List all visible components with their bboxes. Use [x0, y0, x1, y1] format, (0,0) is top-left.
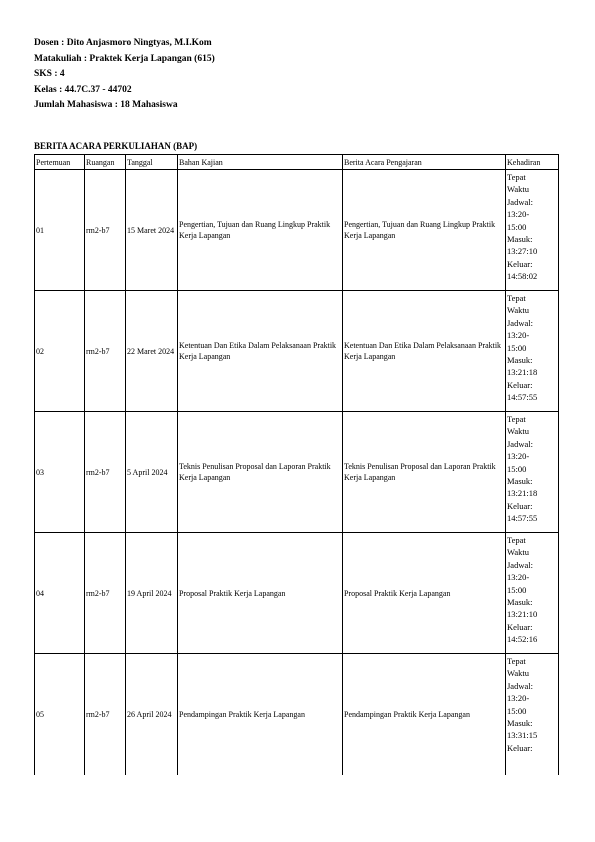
pertemuan-cell: 01 — [35, 170, 85, 291]
tanggal-cell: 26 April 2024 — [126, 654, 178, 775]
ruangan-cell: rm2-b7 — [85, 170, 126, 291]
col-header-pertemuan: Pertemuan — [35, 155, 85, 170]
jumlah-mahasiswa-line: Jumlah Mahasiswa : 18 Mahasiswa — [34, 100, 178, 111]
table-row — [35, 170, 559, 291]
kehadiran-cell — [506, 412, 559, 533]
ruangan-cell: rm2-b7 — [85, 291, 126, 412]
table-row — [35, 291, 559, 412]
tanggal-cell: 19 April 2024 — [126, 533, 178, 654]
kehadiran-text: Tepat Waktu Jadwal: 13:20- 15:00 Masuk: 13:21:18 Keluar: 14:57:55 — [507, 414, 538, 524]
berita-acara-cell: Pengertian, Tujuan dan Ruang Lingkup Praktik Kerja Lapangan — [343, 170, 506, 291]
kehadiran-cell — [506, 291, 559, 412]
kehadiran-cell — [506, 654, 559, 775]
tanggal-cell: 5 April 2024 — [126, 412, 178, 533]
ruangan-cell: rm2-b7 — [85, 533, 126, 654]
tanggal-cell: 15 Maret 2024 — [126, 170, 178, 291]
document-header — [34, 36, 215, 114]
pertemuan-cell: 04 — [35, 533, 85, 654]
kehadiran-text: Tepat Waktu Jadwal: 13:20- 15:00 Masuk: 13:21:10 Keluar: 14:52:16 — [507, 535, 538, 645]
pertemuan-cell: 05 — [35, 654, 85, 775]
sks-line: SKS : 4 — [34, 69, 65, 80]
section-title: BERITA ACARA PERKULIAHAN (BAP) — [34, 141, 198, 151]
matakuliah-line: Matakuliah : Praktek Kerja Lapangan (615) — [34, 53, 215, 64]
berita-acara-cell: Proposal Praktik Kerja Lapangan — [343, 533, 506, 654]
col-header-tanggal: Tanggal — [126, 155, 178, 170]
bahan-kajian-cell: Teknis Penulisan Proposal dan Laporan Praktik Kerja Lapangan — [178, 412, 343, 533]
tanggal-cell: 22 Maret 2024 — [126, 291, 178, 412]
kehadiran-cell — [506, 533, 559, 654]
kehadiran-cell — [506, 170, 559, 291]
ruangan-cell: rm2-b7 — [85, 654, 126, 775]
bahan-kajian-cell: Pengertian, Tujuan dan Ruang Lingkup Praktik Kerja Lapangan — [178, 170, 343, 291]
berita-acara-cell: Pendampingan Praktik Kerja Lapangan — [343, 654, 506, 775]
table-header-row — [35, 155, 559, 170]
col-header-bahan-kajian: Bahan Kajian — [178, 155, 343, 170]
kehadiran-text: Tepat Waktu Jadwal: 13:20- 15:00 Masuk: 13:21:18 Keluar: 14:57:55 — [507, 293, 538, 403]
table-row — [35, 654, 559, 775]
pertemuan-cell: 03 — [35, 412, 85, 533]
col-header-ruangan: Ruangan — [85, 155, 126, 170]
kehadiran-text: Tepat Waktu Jadwal: 13:20- 15:00 Masuk: 13:27:10 Keluar: 14:58:02 — [507, 172, 538, 282]
dosen-line: Dosen : Dito Anjasmoro Ningtyas, M.I.Kom — [34, 38, 212, 48]
table-row — [35, 412, 559, 533]
kehadiran-text: Tepat Waktu Jadwal: 13:20- 15:00 Masuk: 13:31:15 Keluar: — [507, 656, 538, 753]
bahan-kajian-cell: Ketentuan Dan Etika Dalam Pelaksanaan Praktik Kerja Lapangan — [178, 291, 343, 412]
bahan-kajian-cell: Proposal Praktik Kerja Lapangan — [178, 533, 343, 654]
ruangan-cell: rm2-b7 — [85, 412, 126, 533]
col-header-kehadiran: Kehadiran — [506, 155, 559, 170]
table-row — [35, 533, 559, 654]
pertemuan-cell: 02 — [35, 291, 85, 412]
berita-acara-cell: Teknis Penulisan Proposal dan Laporan Praktik Kerja Lapangan — [343, 412, 506, 533]
kelas-line: Kelas : 44.7C.37 - 44702 — [34, 84, 132, 95]
bahan-kajian-cell: Pendampingan Praktik Kerja Lapangan — [178, 654, 343, 775]
col-header-berita-acara: Berita Acara Pengajaran — [343, 155, 506, 170]
berita-acara-cell: Ketentuan Dan Etika Dalam Pelaksanaan Praktik Kerja Lapangan — [343, 291, 506, 412]
bap-table — [34, 154, 559, 775]
